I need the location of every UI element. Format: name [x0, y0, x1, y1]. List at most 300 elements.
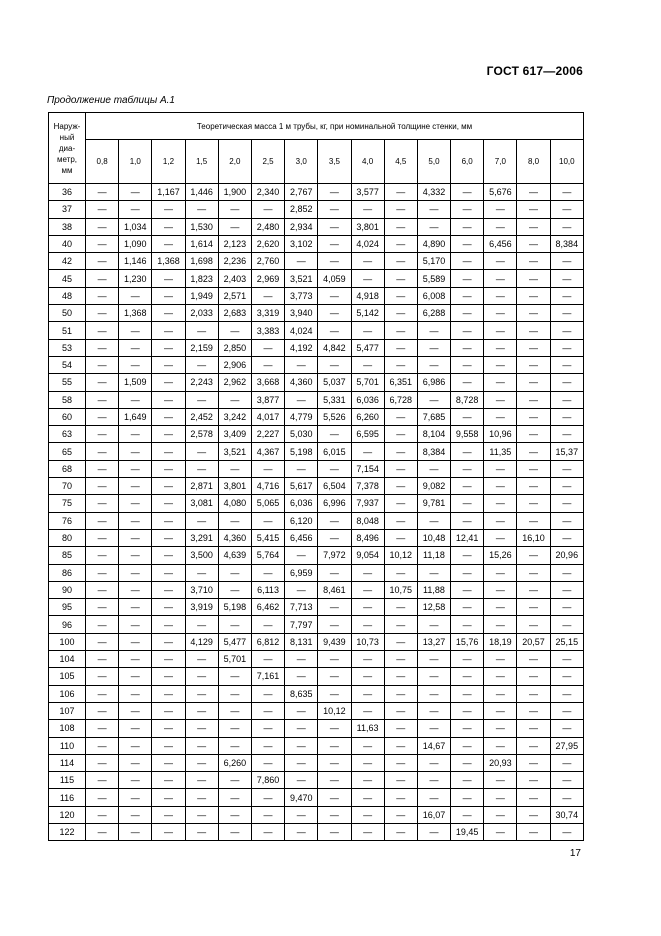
mass-cell: — [185, 443, 218, 460]
mass-cell: — [119, 685, 152, 702]
mass-cell: 20,96 [550, 547, 583, 564]
mass-cell: 6,504 [318, 478, 351, 495]
mass-cell: — [384, 478, 417, 495]
diameter-cell: 106 [49, 685, 86, 702]
mass-cell: — [484, 495, 517, 512]
diameter-header-line: диа- [58, 143, 76, 153]
mass-cell: — [451, 702, 484, 719]
mass-cell: — [451, 184, 484, 201]
mass-cell: 4,367 [251, 443, 284, 460]
mass-cell: 4,024 [351, 235, 384, 252]
mass-cell: — [251, 737, 284, 754]
mass-cell: — [86, 426, 119, 443]
mass-cell: — [384, 184, 417, 201]
thickness-header-cell: 1,2 [152, 140, 185, 184]
mass-cell: 13,27 [417, 633, 450, 650]
mass-cell: 6,260 [218, 754, 251, 771]
mass-cell: — [86, 512, 119, 529]
mass-cell: — [451, 806, 484, 823]
mass-cell: — [185, 772, 218, 789]
diameter-cell: 96 [49, 616, 86, 633]
mass-cell: — [185, 322, 218, 339]
mass-cell: 5,170 [417, 253, 450, 270]
mass-cell: — [550, 478, 583, 495]
mass-cell: — [86, 702, 119, 719]
mass-cell: — [285, 651, 318, 668]
mass-cell: — [384, 668, 417, 685]
diameter-cell: 68 [49, 460, 86, 477]
table-row [49, 218, 584, 235]
mass-cell: 5,065 [251, 495, 284, 512]
mass-cell: — [550, 772, 583, 789]
mass-cell: — [451, 460, 484, 477]
mass-cell: — [318, 685, 351, 702]
mass-cell: 3,919 [185, 599, 218, 616]
mass-cell: — [417, 201, 450, 218]
mass-cell: — [86, 218, 119, 235]
mass-cell: — [86, 356, 119, 373]
mass-cell: — [451, 599, 484, 616]
mass-cell: — [86, 495, 119, 512]
mass-cell: — [86, 754, 119, 771]
diameter-cell: 48 [49, 287, 86, 304]
mass-cell: 1,823 [185, 270, 218, 287]
mass-cell: — [285, 668, 318, 685]
mass-cell: — [550, 668, 583, 685]
mass-cell: — [86, 720, 119, 737]
mass-cell: — [152, 443, 185, 460]
mass-cell: — [517, 685, 550, 702]
mass-cell: 1,146 [119, 253, 152, 270]
mass-cell: — [484, 391, 517, 408]
mass-cell: 4,080 [218, 495, 251, 512]
table-row [49, 806, 584, 823]
mass-cell: — [451, 305, 484, 322]
mass-cell: 9,558 [451, 426, 484, 443]
mass-cell: — [251, 356, 284, 373]
mass-cell: — [86, 823, 119, 840]
mass-cell: — [451, 495, 484, 512]
mass-cell: — [218, 685, 251, 702]
mass-cell: 9,781 [417, 495, 450, 512]
diameter-cell: 63 [49, 426, 86, 443]
mass-cell: 5,526 [318, 408, 351, 425]
mass-cell: 9,470 [285, 789, 318, 806]
mass-cell: — [119, 339, 152, 356]
thickness-header-cell: 6,0 [451, 140, 484, 184]
mass-cell: — [517, 270, 550, 287]
mass-cell: — [218, 702, 251, 719]
diameter-cell: 95 [49, 599, 86, 616]
mass-cell: 2,962 [218, 374, 251, 391]
mass-cell: — [119, 651, 152, 668]
mass-cell: 7,685 [417, 408, 450, 425]
mass-cell: 4,779 [285, 408, 318, 425]
mass-cell: — [251, 702, 284, 719]
mass-cell: — [351, 322, 384, 339]
mass-cell: — [417, 702, 450, 719]
mass-cell: — [384, 201, 417, 218]
mass-cell: — [218, 201, 251, 218]
mass-cell: — [285, 806, 318, 823]
mass-cell: 1,230 [119, 270, 152, 287]
mass-cell: — [517, 443, 550, 460]
mass-cell: 5,701 [351, 374, 384, 391]
mass-cell: 12,58 [417, 599, 450, 616]
mass-cell: 8,728 [451, 391, 484, 408]
mass-cell: — [119, 356, 152, 373]
mass-cell: — [318, 737, 351, 754]
mass-cell: — [86, 443, 119, 460]
mass-cell: — [318, 218, 351, 235]
mass-cell: — [152, 426, 185, 443]
mass-cell: — [152, 391, 185, 408]
mass-cell: — [152, 668, 185, 685]
mass-cell: — [251, 754, 284, 771]
mass-cell: — [251, 806, 284, 823]
mass-cell: — [285, 754, 318, 771]
mass-cell: — [451, 564, 484, 581]
diameter-cell: 70 [49, 478, 86, 495]
mass-cell: 10,75 [384, 581, 417, 598]
mass-cell: — [152, 772, 185, 789]
mass-cell: — [550, 512, 583, 529]
mass-cell: — [384, 218, 417, 235]
diameter-cell: 38 [49, 218, 86, 235]
mass-cell: — [185, 460, 218, 477]
mass-cell: — [318, 668, 351, 685]
diameter-cell: 45 [49, 270, 86, 287]
mass-cell: 4,332 [417, 184, 450, 201]
mass-cell: — [517, 391, 550, 408]
mass-cell: — [384, 408, 417, 425]
mass-cell: — [517, 754, 550, 771]
mass-cell: — [417, 564, 450, 581]
mass-cell: — [384, 806, 417, 823]
mass-cell: — [185, 720, 218, 737]
mass-cell: 5,617 [285, 478, 318, 495]
mass-cell: — [318, 772, 351, 789]
mass-cell: — [517, 235, 550, 252]
mass-cell: — [517, 720, 550, 737]
mass-cell: — [517, 426, 550, 443]
mass-cell: — [218, 823, 251, 840]
mass-cell: 8,635 [285, 685, 318, 702]
mass-cell: — [185, 806, 218, 823]
table-row [49, 460, 584, 477]
mass-cell: 11,18 [417, 547, 450, 564]
mass-cell: 6,120 [285, 512, 318, 529]
table-row [49, 270, 584, 287]
diameter-cell: 76 [49, 512, 86, 529]
mass-cell: — [119, 616, 152, 633]
mass-cell: 4,716 [251, 478, 284, 495]
mass-cell: — [484, 529, 517, 546]
diameter-cell: 104 [49, 651, 86, 668]
table-row [49, 356, 584, 373]
mass-cell: — [86, 184, 119, 201]
mass-cell: 3,521 [285, 270, 318, 287]
mass-cell: — [285, 356, 318, 373]
mass-cell: — [517, 599, 550, 616]
mass-cell: 3,668 [251, 374, 284, 391]
mass-cell: — [517, 823, 550, 840]
mass-cell: — [285, 720, 318, 737]
table-row [49, 754, 584, 771]
mass-cell: — [417, 322, 450, 339]
mass-cell: 2,620 [251, 235, 284, 252]
mass-cell: — [517, 374, 550, 391]
mass-cell: 5,589 [417, 270, 450, 287]
mass-cell: — [484, 356, 517, 373]
thickness-header-cell: 1,0 [119, 140, 152, 184]
mass-cell: — [152, 287, 185, 304]
mass-cell: 3,877 [251, 391, 284, 408]
mass-cell: 4,017 [251, 408, 284, 425]
mass-cell: — [218, 772, 251, 789]
table-row [49, 823, 584, 840]
mass-cell: — [251, 460, 284, 477]
mass-cell: 4,890 [417, 235, 450, 252]
mass-cell: 1,949 [185, 287, 218, 304]
thickness-header-cell: 2,5 [251, 140, 284, 184]
mass-cell: — [517, 287, 550, 304]
mass-cell: 3,081 [185, 495, 218, 512]
diameter-header-line: метр, [56, 154, 78, 164]
mass-cell: — [318, 651, 351, 668]
mass-cell: 7,713 [285, 599, 318, 616]
mass-cell: — [384, 754, 417, 771]
mass-cell: 1,368 [119, 305, 152, 322]
mass-cell: — [86, 201, 119, 218]
mass-cell: 5,037 [318, 374, 351, 391]
mass-cell: — [417, 391, 450, 408]
mass-cell: 20,93 [484, 754, 517, 771]
table-row [49, 702, 584, 719]
mass-cell: — [550, 599, 583, 616]
mass-cell: 30,74 [550, 806, 583, 823]
mass-cell: 3,521 [218, 443, 251, 460]
mass-cell: — [185, 685, 218, 702]
mass-cell: 15,76 [451, 633, 484, 650]
header-row-1 [49, 113, 584, 140]
mass-cell: 14,67 [417, 737, 450, 754]
table-row [49, 529, 584, 546]
mass-cell: — [550, 218, 583, 235]
mass-cell: — [484, 305, 517, 322]
mass-cell: 7,797 [285, 616, 318, 633]
mass-cell: — [185, 201, 218, 218]
table-row [49, 789, 584, 806]
diameter-cell: 50 [49, 305, 86, 322]
mass-cell: — [86, 460, 119, 477]
mass-cell: 3,383 [251, 322, 284, 339]
mass-cell: 1,509 [119, 374, 152, 391]
mass-cell: — [318, 720, 351, 737]
diameter-cell: 85 [49, 547, 86, 564]
mass-cell: — [351, 443, 384, 460]
mass-cell: — [517, 651, 550, 668]
mass-cell: — [451, 754, 484, 771]
mass-cell: 6,456 [484, 235, 517, 252]
mass-cell: — [185, 702, 218, 719]
mass-cell: — [351, 823, 384, 840]
mass-cell: — [484, 720, 517, 737]
mass-cell: — [119, 322, 152, 339]
diameter-cell: 122 [49, 823, 86, 840]
table-row [49, 374, 584, 391]
mass-cell: — [550, 356, 583, 373]
mass-cell: — [384, 270, 417, 287]
mass-cell: — [451, 685, 484, 702]
mass-cell: 12,41 [451, 529, 484, 546]
mass-cell: — [484, 287, 517, 304]
mass-cell: — [251, 685, 284, 702]
mass-cell: — [451, 720, 484, 737]
mass-cell: — [152, 495, 185, 512]
mass-cell: — [119, 599, 152, 616]
table-caption: Продолжение таблицы А.1 [47, 95, 175, 106]
mass-cell: — [152, 633, 185, 650]
mass-cell: 2,340 [251, 184, 284, 201]
table-row [49, 322, 584, 339]
mass-cell: — [218, 564, 251, 581]
mass-cell: — [152, 356, 185, 373]
mass-cell: — [517, 564, 550, 581]
mass-cell: — [484, 408, 517, 425]
mass-cell: 6,351 [384, 374, 417, 391]
mass-cell: — [152, 218, 185, 235]
diameter-cell: 51 [49, 322, 86, 339]
mass-cell: 3,500 [185, 547, 218, 564]
mass-cell: — [152, 460, 185, 477]
mass-cell: 20,57 [517, 633, 550, 650]
mass-cell: 7,154 [351, 460, 384, 477]
diameter-cell: 120 [49, 806, 86, 823]
mass-cell: — [218, 616, 251, 633]
mass-cell: — [86, 581, 119, 598]
mass-cell: — [119, 529, 152, 546]
mass-cell: — [86, 564, 119, 581]
mass-cell: — [384, 823, 417, 840]
table-row [49, 495, 584, 512]
mass-cell: — [119, 184, 152, 201]
diameter-cell: 75 [49, 495, 86, 512]
mass-cell: — [550, 374, 583, 391]
mass-cell: — [218, 460, 251, 477]
mass-cell: — [119, 287, 152, 304]
mass-cell: 2,906 [218, 356, 251, 373]
mass-cell: — [152, 512, 185, 529]
pipe-mass-table [48, 112, 584, 841]
mass-cell: — [318, 235, 351, 252]
mass-cell: — [318, 599, 351, 616]
mass-cell: — [517, 184, 550, 201]
mass-cell: — [417, 512, 450, 529]
mass-cell: — [384, 339, 417, 356]
mass-cell: 2,767 [285, 184, 318, 201]
mass-cell: 8,384 [550, 235, 583, 252]
mass-cell: 6,959 [285, 564, 318, 581]
mass-cell: — [484, 737, 517, 754]
mass-cell: — [384, 685, 417, 702]
mass-cell: — [318, 426, 351, 443]
mass-cell: — [185, 789, 218, 806]
mass-cell: — [86, 668, 119, 685]
mass-cell: 6,015 [318, 443, 351, 460]
mass-cell: — [152, 564, 185, 581]
mass-cell: — [517, 408, 550, 425]
mass-cell: — [384, 443, 417, 460]
thickness-header-cell: 3,5 [318, 140, 351, 184]
mass-cell: — [318, 823, 351, 840]
diameter-cell: 54 [49, 356, 86, 373]
mass-cell: — [318, 305, 351, 322]
mass-cell: 5,764 [251, 547, 284, 564]
mass-cell: — [550, 685, 583, 702]
mass-cell: 10,12 [384, 547, 417, 564]
mass-cell: — [384, 789, 417, 806]
mass-cell: — [351, 668, 384, 685]
mass-cell: — [152, 789, 185, 806]
mass-cell: — [218, 737, 251, 754]
mass-cell: — [550, 495, 583, 512]
mass-header: Теоретическая масса 1 м трубы, кг, при номинальной толщине стенки, мм [86, 113, 584, 140]
diameter-cell: 80 [49, 529, 86, 546]
diameter-cell: 58 [49, 391, 86, 408]
mass-cell: 2,236 [218, 253, 251, 270]
mass-cell: — [517, 668, 550, 685]
mass-cell: — [351, 651, 384, 668]
mass-cell: 2,850 [218, 339, 251, 356]
mass-cell: — [484, 806, 517, 823]
mass-cell: — [451, 668, 484, 685]
mass-cell: — [152, 616, 185, 633]
mass-cell: — [484, 218, 517, 235]
mass-cell: 6,462 [251, 599, 284, 616]
mass-cell: — [119, 754, 152, 771]
mass-cell: 6,260 [351, 408, 384, 425]
mass-cell: — [152, 374, 185, 391]
mass-cell: — [152, 547, 185, 564]
mass-cell: — [484, 668, 517, 685]
table-row [49, 512, 584, 529]
mass-cell: — [318, 356, 351, 373]
mass-cell: — [517, 547, 550, 564]
table-row [49, 408, 584, 425]
mass-cell: — [251, 789, 284, 806]
mass-cell: 3,291 [185, 529, 218, 546]
mass-cell: 2,571 [218, 287, 251, 304]
mass-cell: — [517, 339, 550, 356]
thickness-header-cell: 0,8 [86, 140, 119, 184]
mass-cell: — [185, 391, 218, 408]
mass-cell: — [119, 806, 152, 823]
mass-cell: 8,131 [285, 633, 318, 650]
mass-cell: — [384, 322, 417, 339]
mass-cell: — [119, 668, 152, 685]
thickness-header-cell: 7,0 [484, 140, 517, 184]
mass-cell: — [185, 512, 218, 529]
diameter-cell: 60 [49, 408, 86, 425]
mass-cell: — [550, 460, 583, 477]
mass-cell: 16,10 [517, 529, 550, 546]
mass-cell: — [451, 235, 484, 252]
mass-cell: — [86, 737, 119, 754]
mass-cell: — [86, 253, 119, 270]
table-row [49, 478, 584, 495]
mass-cell: — [384, 529, 417, 546]
